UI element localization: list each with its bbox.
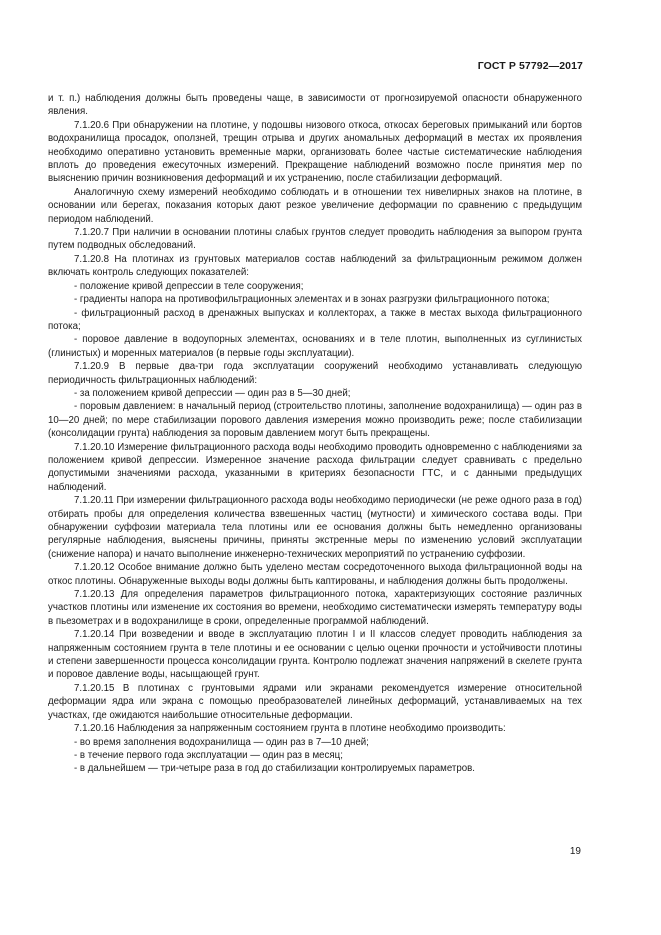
page-number: 19 (569, 846, 581, 857)
list-item: - в течение первого года эксплуатации — один раз в месяц; (74, 749, 343, 761)
paragraph: 7.1.20.12 Особое внимание должно быть уделено местам сосредоточенного выхода фильтрационной воды на откос плотины. Обнаруженные выходы воды должны быть каптированы, и наблюдения должны быть продолжены. (48, 562, 582, 587)
paragraph: 7.1.20.16 Наблюдения за напряженным состоянием грунта в плотине необходимо производить: (74, 723, 506, 735)
paragraph: 7.1.20.6 При обнаружении на плотине, у подошвы низового откоса, откосах береговых примыканий или бортов водохранилища просадок, оползней, трещин отрыва и других аномальных деформаций в местах их проявления необходимо оперативно установить временные марки, организовать более частые систематические наблюдения вплоть до проведения ежесуточных измерений. Прекращение наблюдений возможно после принятия мер по выяснению причин возникновения деформаций и их устранению, после стабилизации деформаций. (48, 119, 582, 185)
page-header-standard-code: ГОСТ Р 57792—2017 (477, 60, 583, 72)
paragraph: 7.1.20.15 В плотинах с грунтовыми ядрами или экранами рекомендуется измерение относительной деформации ядра или экрана с помощью преобразователей линейных деформаций, устанавливаемых на тех участках, где ожидаются наибольшие относительные деформации. (48, 682, 582, 721)
document-body (48, 92, 582, 776)
list-item: - фильтрационный расход в дренажных выпусках и коллекторах, а также в местах выхода фильтрационного потока; (48, 307, 582, 332)
paragraph: 7.1.20.14 При возведении и вводе в эксплуатацию плотин I и II классов следует проводить наблюдения за напряженным состоянием грунта в теле плотины и ее основании с целью оценки прочности и устойчивости плотины и степени завершенности процесса консолидации грунта. Контролю подлежат значения напряжений в скелете грунта и поровое давление воды, насыщающей грунт. (48, 629, 582, 681)
paragraph: Аналогичную схему измерений необходимо соблюдать и в отношении тех нивелирных знаков на плотине, в основании или берегах, показания которых дают резкое увеличение деформации по сравнению с предыдущим периодом наблюдений. (48, 186, 582, 225)
list-item: - за положением кривой депрессии — один раз в 5—30 дней; (74, 387, 351, 399)
paragraph: 7.1.20.10 Измерение фильтрационного расхода воды необходимо проводить одновременно с наблюдениями за положением кривой депрессии. Измеренное значение расхода фильтрации следует сравнивать с предельно допустимыми значениями расхода, указанными в критериях безопасности ГТС, и с данными предыдущих наблюдений. (48, 441, 582, 493)
list-item: - поровое давление в водоупорных элементах, основаниях и в теле плотин, выполненных из суглинистых (глинистых) и моренных материалов (в первые годы эксплуатации). (48, 334, 582, 359)
paragraph: 7.1.20.7 При наличии в основании плотины слабых грунтов следует проводить наблюдения за выпором грунта путем подводных обследований. (48, 227, 582, 252)
list-item: - в дальнейшем — три-четыре раза в год до стабилизации контролируемых параметров. (74, 763, 475, 775)
paragraph: 7.1.20.8 На плотинах из грунтовых материалов состав наблюдений за фильтрационным режимом должен включать контроль следующих показателей: (48, 253, 582, 279)
paragraph: и т. п.) наблюдения должны быть проведены чаще, в зависимости от прогнозируемой опасности обнаруженного явления. (48, 93, 582, 118)
paragraph: 7.1.20.9 В первые два-три года эксплуатации сооружений необходимо устанавливать следующую периодичность фильтрационных наблюдений: (48, 361, 582, 386)
paragraph: 7.1.20.11 При измерении фильтрационного расхода воды необходимо периодически (не реже одного раза в год) отбирать пробы для определения количества взвешенных частиц (мутности) и химического состава воды. При обнаружении суффозии материала тела плотины или ее основания должны быть немедленно организованы регулярные наблюдения, выяснены причины, приняты экстренные меры по изменению условий эксплуатации (снижение напора) и начато выполнение инженерно-технических мероприятий по устранению суффозии. (48, 495, 582, 560)
list-item: - во время заполнения водохранилища — один раз в 7—10 дней; (74, 736, 369, 748)
list-item: - положение кривой депрессии в теле сооружения; (74, 280, 304, 292)
list-item: - градиенты напора на противофильтрационных элементах и в зонах разгрузки фильтрационного потока; (74, 294, 550, 306)
list-item: - поровым давлением: в начальный период (строительство плотины, заполнение водохранилища) — один раз в 10—20 дней; по мере стабилизации порового давления измерения можно производить реже; после стабилизации (консолидации грунта) наблюдения за поровым давлением могут быть прекращены. (48, 401, 582, 440)
paragraph: 7.1.20.13 Для определения параметров фильтрационного потока, характеризующих состояние различных участков плотины или изменение их состояния во времени, необходимо систематически измерять температуру воды в пьезометрах и в водохранилище в сроки, определенные программой наблюдений. (48, 589, 582, 627)
